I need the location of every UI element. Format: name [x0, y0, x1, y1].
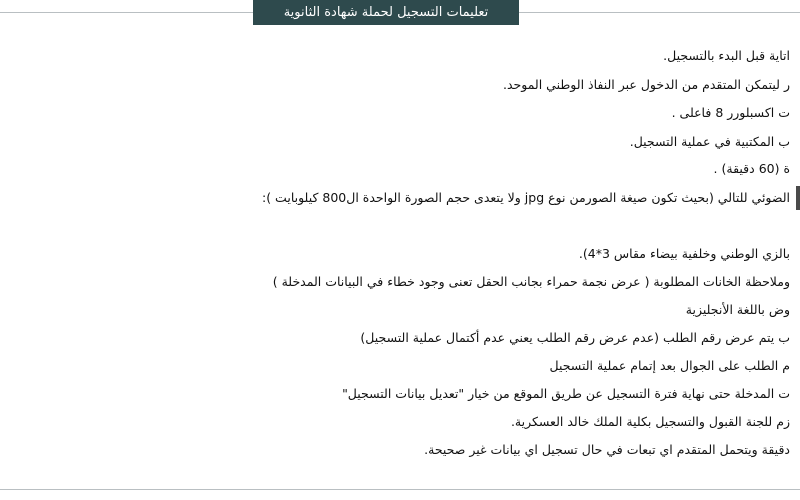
- instruction-line: ت اكسبلورر 8 فاعلى .: [671, 105, 790, 120]
- instructions-header: تعليمات التسجيل لحملة شهادة الثانوية: [253, 0, 519, 25]
- bottom-divider: [0, 489, 800, 490]
- instruction-line: ب يتم عرض رقم الطلب (عدم عرض رقم الطلب يعني عدم أكتمال عملية التسجيل): [360, 330, 790, 345]
- instruction-line: اتاية قبل البدء بالتسجيل.: [663, 48, 790, 63]
- instruction-line: بالزي الوطني وخلفية بيضاء مقاس 3*4).: [578, 246, 790, 261]
- instruction-line: ة (60 دقيقة) .: [713, 161, 790, 176]
- instruction-line: ت المدخلة حتى نهاية فترة التسجيل عن طريق الموقع من خيار "تعديل بيانات التسجيل": [342, 386, 790, 401]
- scroll-edge-indicator: [796, 186, 800, 210]
- instruction-line: زم للجنة القبول والتسجيل بكلية الملك خالد العسكرية.: [510, 414, 790, 429]
- instruction-line: ب المكتبية في عملية التسجيل.: [629, 134, 790, 149]
- instruction-line: وض باللغة الأنجليزية: [685, 302, 790, 317]
- instruction-line: م الطلب على الجوال بعد إتمام عملية التسجيل: [549, 358, 790, 373]
- instruction-line: دقيقة ويتحمل المتقدم اي تبعات في حال تسجيل اي بيانات غير صحيحة.: [424, 442, 790, 457]
- instruction-line: وملاحظة الخانات المطلوبة ( عرض نجمة حمراء بجانب الحقل تعنى وجود خطاء في البيانات المدخلة ): [272, 274, 790, 289]
- instruction-line: ر ليتمكن المتقدم من الدخول عبر النفاذ الوطني الموحد.: [502, 77, 790, 92]
- instruction-line: الضوئي للتالي (بحيث تكون صيغة الصورمن نوع jpg ولا يتعدى حجم الصورة الواحدة ال800 كيلوبايت ):: [262, 190, 790, 205]
